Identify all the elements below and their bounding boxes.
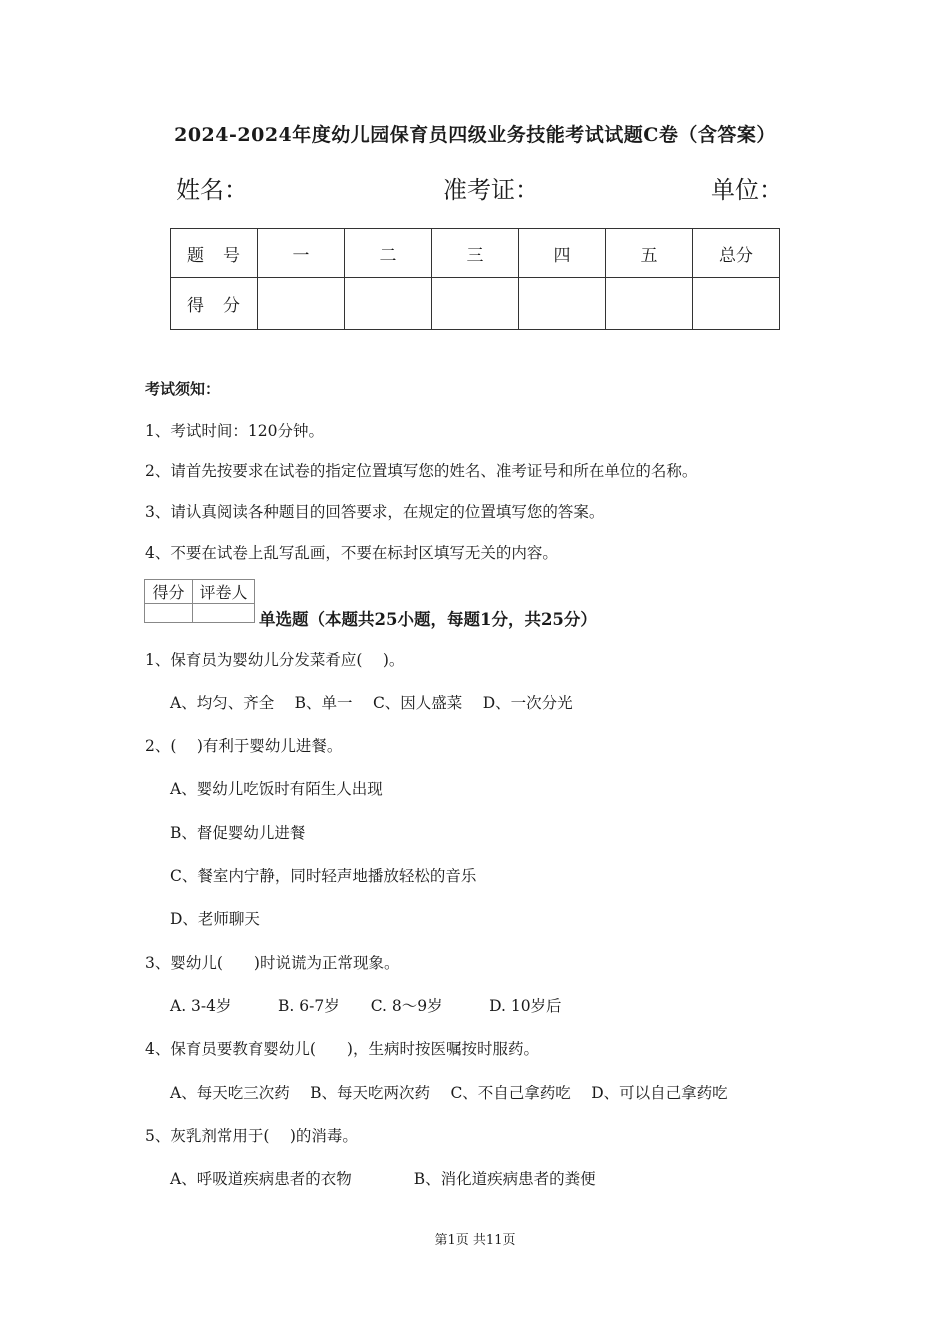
score-table-header-cell: 总分	[693, 229, 780, 278]
grader-name-cell[interactable]	[193, 604, 255, 623]
question-option: A、婴幼儿吃饭时有陌生人出现	[170, 780, 383, 798]
score-table-header-cell: 四	[519, 229, 606, 278]
score-cell[interactable]	[345, 278, 432, 330]
score-cell[interactable]	[519, 278, 606, 330]
score-cell[interactable]	[432, 278, 519, 330]
exam-title: 2024-2024年度幼儿园保育员四级业务技能考试试题C卷（含答案）	[174, 124, 776, 146]
question-options: A、每天吃三次药 B、每天吃两次药 C、不自己拿药吃 D、可以自己拿药吃	[170, 1084, 728, 1102]
page-footer: 第1页 共11页	[434, 1233, 516, 1248]
name-field-label: 姓名：	[176, 176, 248, 204]
question-option: C、餐室内宁静，同时轻声地播放轻松的音乐	[170, 867, 477, 885]
question-stem: 1、保育员为婴幼儿分发菜肴应( )。	[145, 651, 405, 669]
notice-item: 2、请首先按要求在试卷的指定位置填写您的姓名、准考证号和所在单位的名称。	[145, 462, 698, 480]
question-options: A. 3-4岁 B. 6-7岁 C. 8～9岁 D. 10岁后	[170, 997, 562, 1015]
score-table	[170, 228, 780, 330]
notice-item: 4、不要在试卷上乱写乱画，不要在标封区填写无关的内容。	[145, 544, 558, 562]
question-stem: 5、灰乳剂常用于( )的消毒。	[145, 1127, 358, 1145]
grader-name-label: 评卷人	[193, 580, 255, 604]
score-table-header-cell: 一	[258, 229, 345, 278]
section-heading: 单选题（本题共25小题，每题1分，共25分）	[259, 610, 597, 629]
unit-field-label: 单位：	[711, 176, 783, 204]
grader-score-cell[interactable]	[145, 604, 193, 623]
question-stem: 2、( )有利于婴幼儿进餐。	[145, 737, 343, 755]
notice-item: 1、考试时间：120分钟。	[145, 422, 324, 440]
question-options: A、均匀、齐全 B、单一 C、因人盛菜 D、一次分光	[170, 694, 573, 712]
score-cell[interactable]	[258, 278, 345, 330]
notice-heading: 考试须知：	[145, 380, 221, 398]
question-stem: 3、婴幼儿( )时说谎为正常现象。	[145, 954, 400, 972]
score-table-header-label: 题 号	[171, 229, 258, 278]
score-table-header-cell: 三	[432, 229, 519, 278]
exam-number-field-label: 准考证：	[443, 176, 539, 204]
grader-score-label: 得分	[145, 580, 193, 604]
question-option: D、老师聊天	[170, 910, 260, 928]
score-table-score-row	[171, 278, 780, 330]
score-cell[interactable]	[606, 278, 693, 330]
score-table-header-cell: 二	[345, 229, 432, 278]
score-table-row-label: 得 分	[171, 278, 258, 330]
score-table-header-row	[171, 229, 780, 278]
question-options: A、呼吸道疾病患者的衣物 B、消化道疾病患者的粪便	[170, 1170, 596, 1188]
score-table-header-cell: 五	[606, 229, 693, 278]
question-option: B、督促婴幼儿进餐	[170, 824, 306, 842]
score-cell[interactable]	[693, 278, 780, 330]
grader-box	[144, 579, 255, 623]
notice-item: 3、请认真阅读各种题目的回答要求，在规定的位置填写您的答案。	[145, 503, 605, 521]
question-stem: 4、保育员要教育婴幼儿( )，生病时按医嘱按时服药。	[145, 1040, 539, 1058]
